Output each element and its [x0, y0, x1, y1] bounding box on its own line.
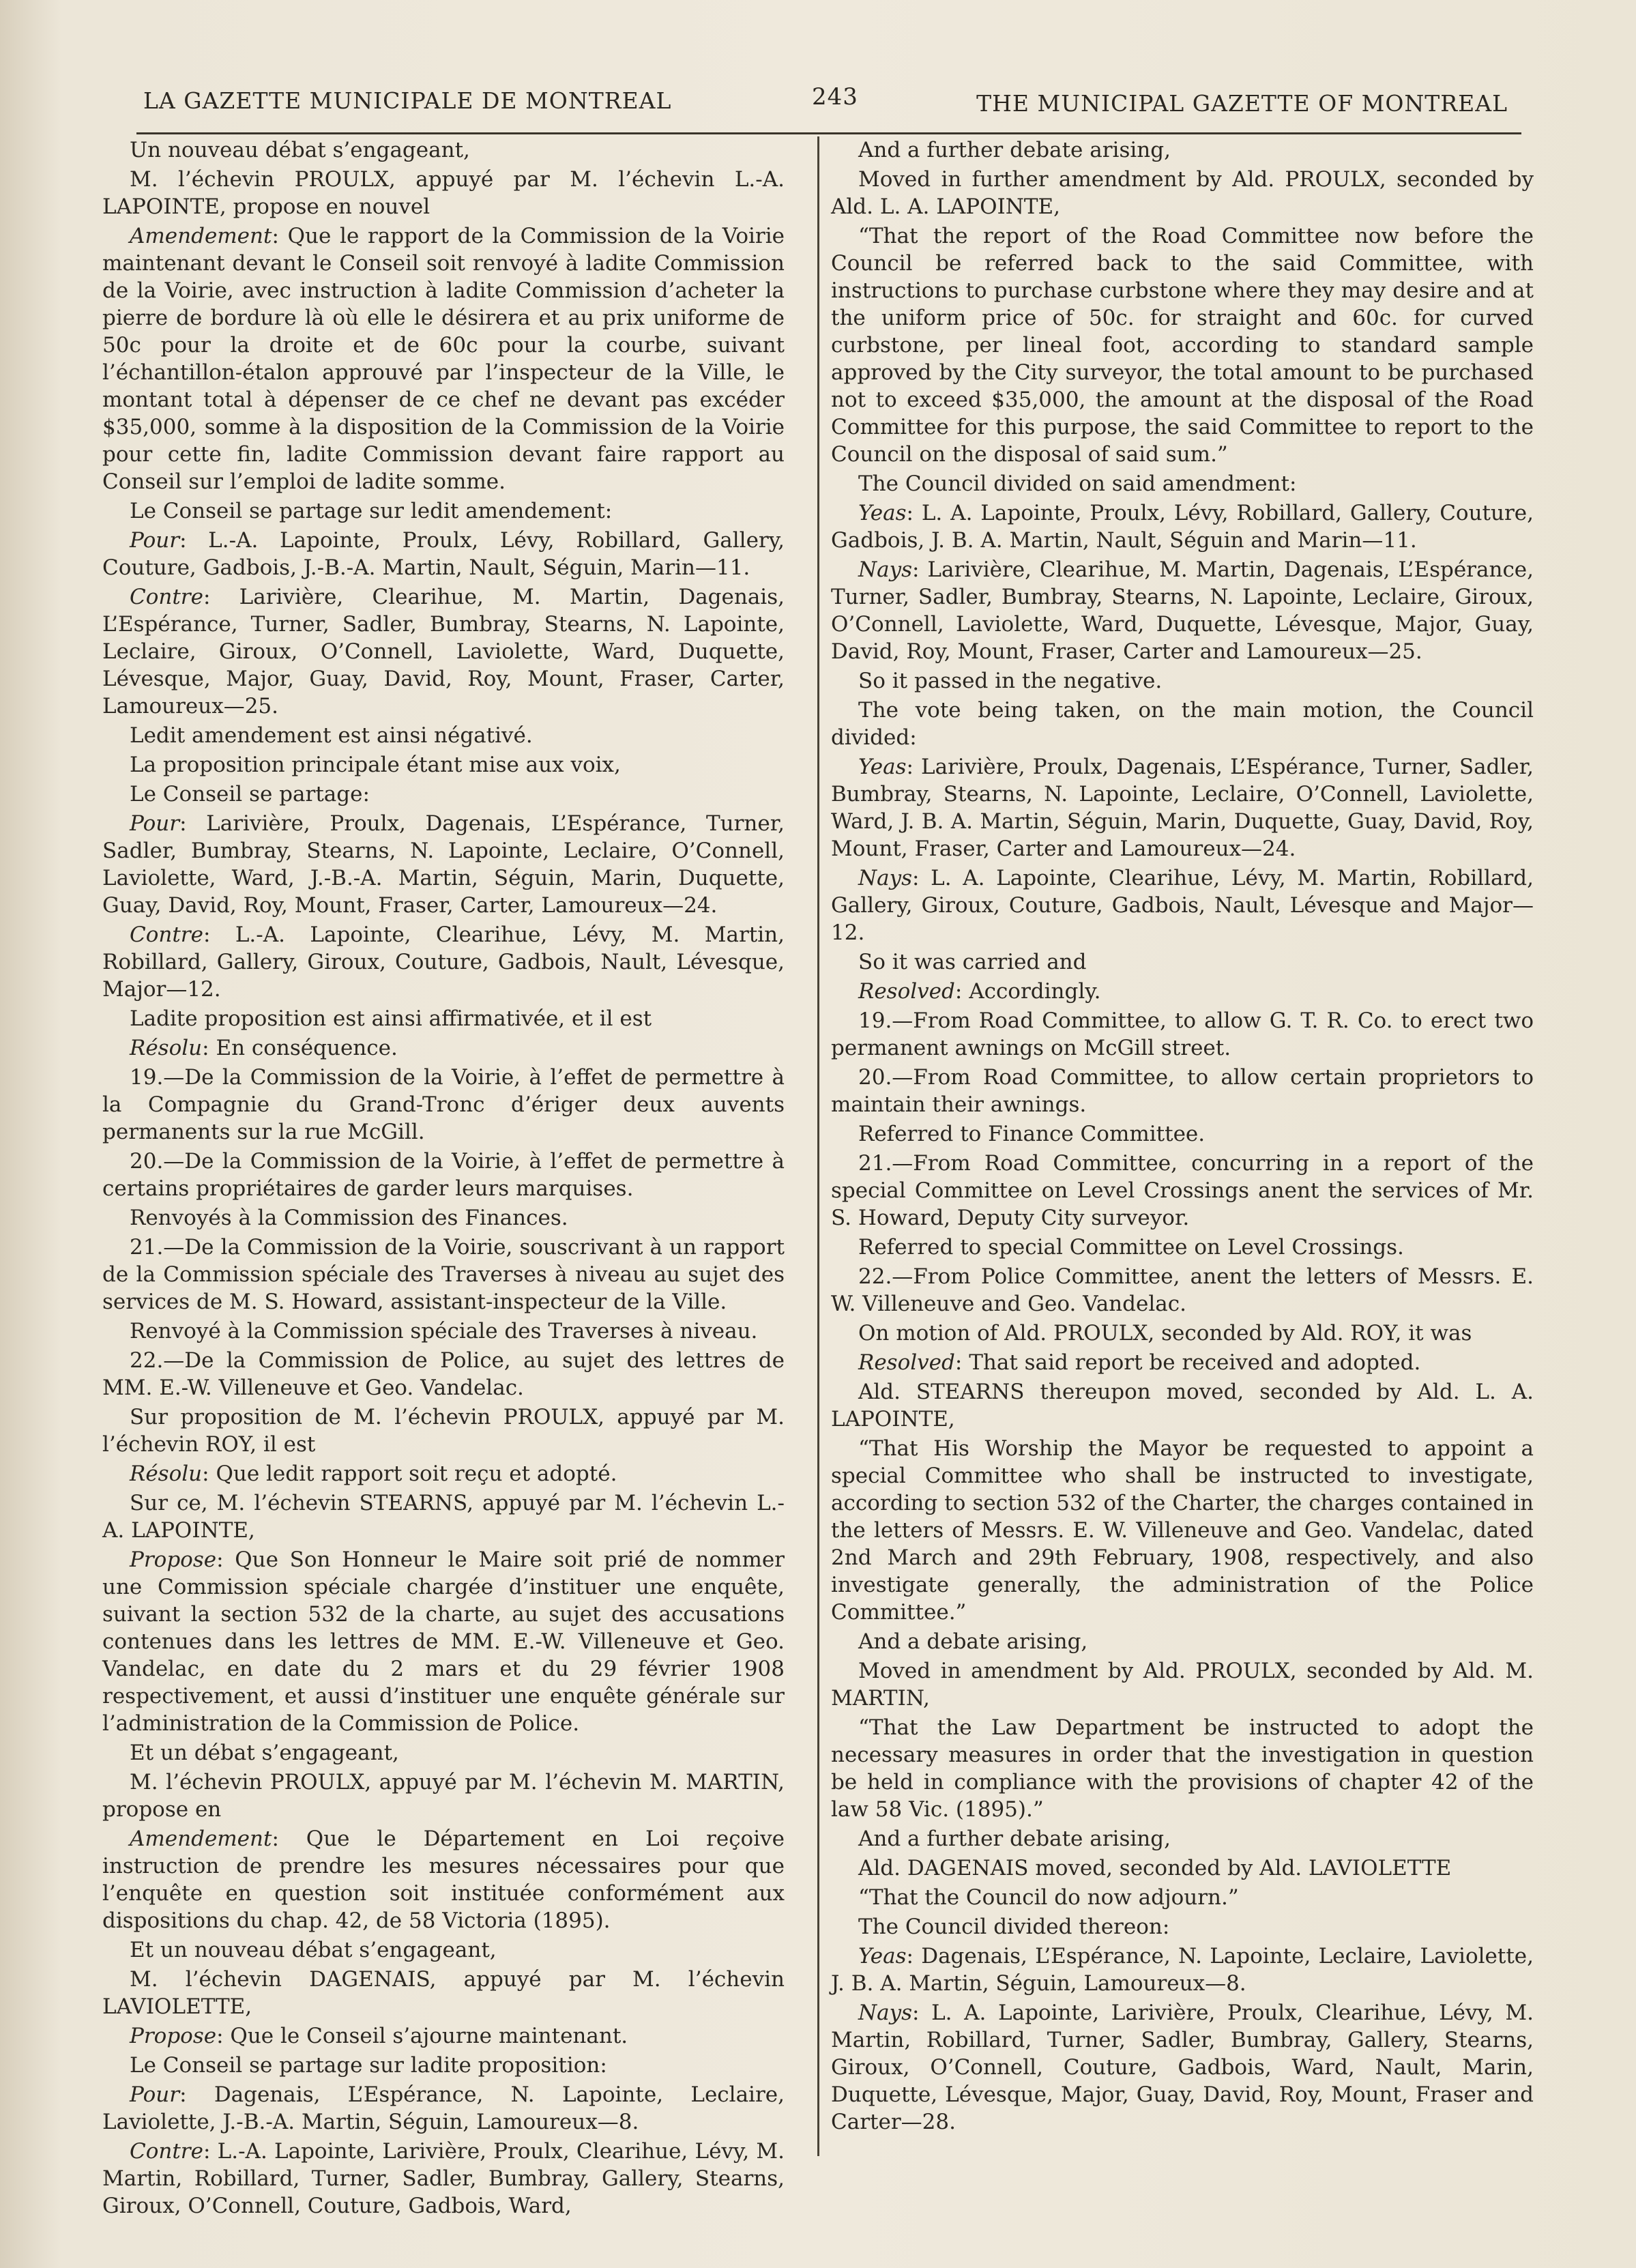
paragraph-text: Un nouveau débat s’engageant,: [130, 138, 470, 162]
paragraph-text: : Que le rapport de la Commission de la Voirie maintenant devant le Conseil soit renvoyé à ladite Commission de la Voirie, avec instruction à ladite Commission d’acheter la pierre de bordure là où elle le désirera et au prix uniforme de 50c pour la droite et de 60c pour la courbe, suivant l’échantillon-étalon approuvé par l’inspecteur de la Ville, le montant total à dépenser de ce chef ne devant pas excéder $35,000, somme à la disposition de la Commission de la Voirie pour cette fin, ladite Commission devant faire rapport au Conseil sur l’emploi de ladite somme.: [102, 224, 785, 494]
paragraph-lead: Yeas: [858, 1944, 907, 1968]
paragraph: [102, 751, 785, 779]
paragraph-text: 19.—From Road Committee, to allow G. T. R. Co. to erect two permanent awnings on McGill street.: [831, 1008, 1534, 1060]
paragraph-text: : That said report be received and adopted.: [954, 1350, 1421, 1375]
paragraph-text: And a further debate arising,: [858, 1827, 1171, 1851]
paragraph-text: : Que le Conseil s’ajourne maintenant.: [216, 2024, 628, 2048]
paragraph-text: Ald. DAGENAIS moved, seconded by Ald. LAVIOLETTE: [858, 1856, 1452, 1880]
paragraph-lead: Résolu: [130, 1036, 203, 1060]
header-english-title: THE MUNICIPAL GAZETTE OF MONTREAL: [976, 90, 1508, 117]
paragraph: [831, 1825, 1534, 1852]
paragraph-text: Moved in amendment by Ald. PROULX, seconded by Ald. M. MARTIN,: [831, 1659, 1534, 1711]
paragraph-lead: Contre: [130, 585, 203, 609]
paragraph: [831, 1150, 1534, 1232]
paragraph-text: Et un débat s’engageant,: [130, 1741, 399, 1765]
paragraph: [831, 1263, 1534, 1318]
paragraph-text: : Larivière, Clearihue, M. Martin, Dagenais, L’Espérance, Turner, Sadler, Bumbray, Stearns, N. Lapointe, Leclaire, Giroux, O’Connell, Laviolette, Ward, Duquette, Lévesque, Major, Guay, David, Roy, Mount, Fraser, Carter and Lamoureux—25.: [831, 557, 1534, 664]
paragraph: [102, 1966, 785, 2020]
paragraph: [831, 1657, 1534, 1712]
paragraph-text: : Accordingly.: [954, 979, 1101, 1004]
paragraph: [831, 1378, 1534, 1433]
paragraph-text: The vote being taken, on the main motion, the Council divided:: [831, 698, 1534, 750]
paragraph: [831, 1007, 1534, 1062]
paragraph-text: : En conséquence.: [202, 1036, 398, 1060]
paragraph: [102, 497, 785, 525]
paragraph: [831, 697, 1534, 751]
paragraph: [102, 1005, 785, 1032]
paragraph-text: “That the Law Department be instructed to adopt the necessary measures in order that the investigation in question be held in compliance with the provisions of chapter 42 of the law 58 Vic. (1895).”: [831, 1715, 1534, 1822]
column-divider: [817, 136, 819, 2156]
paragraph-lead: Nays: [858, 557, 913, 582]
paragraph: [831, 948, 1534, 976]
paragraph: [831, 470, 1534, 497]
paragraph: [102, 781, 785, 808]
paragraph: [102, 2138, 785, 2220]
paragraph: [102, 1347, 785, 1401]
paragraph-text: : L. A. Lapointe, Clearihue, Lévy, M. Martin, Robillard, Gallery, Giroux, Couture, Gadbois, Nault, Lévesque and Major—12.: [831, 866, 1534, 945]
paragraph-lead: Pour: [130, 2082, 180, 2107]
paragraph: [831, 1913, 1534, 1940]
paragraph: [831, 222, 1534, 468]
paragraph-text: : Dagenais, L’Espérance, N. Lapointe, Leclaire, Laviolette, J. B. A. Martin, Séguin, Lamoureux—8.: [831, 1944, 1534, 1996]
english-column: [831, 136, 1534, 2138]
paragraph: [831, 1884, 1534, 1911]
paragraph: [831, 1435, 1534, 1626]
paragraph-text: On motion of Ald. PROULX, seconded by Ald. ROY, it was: [858, 1321, 1472, 1346]
paragraph-text: Le Conseil se partage:: [130, 782, 370, 806]
paragraph: [102, 1546, 785, 1737]
paragraph: [831, 1855, 1534, 1882]
header-rule: [136, 132, 1521, 134]
paragraph: [831, 1320, 1534, 1347]
paragraph-lead: Nays: [858, 2001, 913, 2025]
paragraph: [102, 1460, 785, 1487]
paragraph-lead: Contre: [130, 2139, 203, 2164]
paragraph-text: Ladite proposition est ainsi affirmativée, et il est: [130, 1006, 652, 1031]
paragraph: [831, 1064, 1534, 1118]
paragraph-text: 22.—From Police Committee, anent the letters of Messrs. E. W. Villeneuve and Geo. Vandelac.: [831, 1264, 1534, 1316]
page-number: 243: [812, 83, 858, 111]
paragraph-text: 22.—De la Commission de Police, au sujet des lettres de MM. E.-W. Villeneuve et Geo. Vandelac.: [102, 1348, 785, 1400]
paragraph-text: 21.—From Road Committee, concurring in a report of the special Committee on Level Crossings anent the services of Mr. S. Howard, Deputy City surveyor.: [831, 1151, 1534, 1230]
paragraph-text: : L.-A. Lapointe, Proulx, Lévy, Robillard, Gallery, Couture, Gadbois, J.-B.-A. Martin, Nault, Séguin, Marin—11.: [102, 528, 785, 580]
paragraph-text: : Larivière, Clearihue, M. Martin, Dagenais, L’Espérance, Turner, Sadler, Bumbray, Stearns, N. Lapointe, Leclaire, Giroux, O’Connell, Laviolette, Ward, Duquette, Lévesque, Major, Guay, David, Roy, Mount, Fraser, Carter, Lamoureux—25.: [102, 585, 785, 718]
paragraph-text: Renvoyés à la Commission des Finances.: [130, 1206, 568, 1230]
paragraph-text: Et un nouveau débat s’engageant,: [130, 1938, 497, 1962]
running-header: [143, 81, 1508, 121]
paragraph: [831, 1943, 1534, 1997]
french-column: [102, 136, 785, 2222]
paragraph-text: “That His Worship the Mayor be requested to appoint a special Committee who shall be instructed to investigate, according to section 532 of the Charter, the charges contained in the letters of Messrs. E. W. Villeneuve and Geo. Vandelac, dated 2nd March and 29th February, 1908, respectively, and also investigate generally, the administration of the Police Committee.”: [831, 1436, 1534, 1625]
paragraph: [831, 166, 1534, 220]
paragraph-text: M. l’échevin PROULX, appuyé par M. l’échevin M. MARTIN, propose en: [102, 1770, 785, 1822]
paragraph-lead: Amendement: [130, 1827, 272, 1851]
paragraph-lead: Contre: [130, 922, 203, 947]
paragraph: [831, 1234, 1534, 1261]
paragraph: [102, 1825, 785, 1934]
paragraph-text: 20.—From Road Committee, to allow certain proprietors to maintain their awnings.: [831, 1065, 1534, 1117]
paragraph: [102, 1769, 785, 1823]
paragraph: [831, 753, 1534, 862]
paragraph-text: : Dagenais, L’Espérance, N. Lapointe, Leclaire, Laviolette, J.-B.-A. Martin, Séguin, Lamoureux—8.: [102, 2082, 785, 2134]
paragraph-text: Renvoyé à la Commission spéciale des Traverses à niveau.: [130, 1319, 758, 1343]
paragraph-text: Ledit amendement est ainsi négativé.: [130, 723, 533, 748]
paragraph: [102, 1936, 785, 1964]
paragraph-text: Sur ce, M. l’échevin STEARNS, appuyé par M. l’échevin L.-A. LAPOINTE,: [102, 1491, 785, 1543]
paragraph: [102, 527, 785, 581]
paragraph-text: “That the Council do now adjourn.”: [858, 1885, 1239, 1910]
paragraph: [831, 1120, 1534, 1148]
header-french-title: LA GAZETTE MUNICIPALE DE MONTREAL: [143, 87, 672, 114]
paragraph-text: And a debate arising,: [858, 1629, 1088, 1654]
paragraph-text: And a further debate arising,: [858, 138, 1171, 162]
paragraph: [102, 1739, 785, 1767]
paragraph-text: : Que Son Honneur le Maire soit prié de nommer une Commission spéciale chargée d’instituer une enquête, suivant la section 532 de la charte, au sujet des accusations contenues dans les lettres de MM. E.-W. Villeneuve et Geo. Vandelac, en date du 2 mars et du 29 février 1908 respectivement, et aussi d’instituer une enquête générale sur l’administration de la Commission de Police.: [102, 1547, 785, 1736]
paragraph-text: : Larivière, Proulx, Dagenais, L’Espérance, Turner, Sadler, Bumbray, Stearns, N. Lapointe, Leclaire, O’Connell, Laviolette, Ward, J.-B.-A. Martin, Séguin, Marin, Duquette, Guay, David, Roy, Mount, Fraser, Carter, Lamoureux—24.: [102, 811, 785, 918]
paragraph-lead: Yeas: [858, 501, 907, 525]
paragraph: [102, 1148, 785, 1202]
paragraph: [102, 1234, 785, 1315]
paragraph-lead: Resolved: [858, 979, 955, 1004]
paragraph-text: Moved in further amendment by Ald. PROULX, seconded by Ald. L. A. LAPOINTE,: [831, 167, 1534, 219]
paragraph: [831, 556, 1534, 665]
paragraph-text: La proposition principale étant mise aux voix,: [130, 753, 621, 777]
paragraph-text: : L. A. Lapointe, Proulx, Lévy, Robillard, Gallery, Couture, Gadbois, J. B. A. Martin, Nault, Séguin and Marin—11.: [831, 501, 1534, 553]
paragraph: [102, 1034, 785, 1062]
paragraph-text: : Que le Département en Loi reçoive instruction de prendre les mesures nécessaires pour que l’enquête en question soit instituée conformément aux dispositions du chap. 42, de 58 Victoria (1895).: [102, 1827, 785, 1933]
paragraph: [831, 1628, 1534, 1655]
paragraph: [102, 222, 785, 495]
paragraph-text: : L.-A. Lapointe, Clearihue, Lévy, M. Martin, Robillard, Gallery, Giroux, Couture, Gadbois, Nault, Lévesque, Major—12.: [102, 922, 785, 1002]
paragraph: [102, 1064, 785, 1146]
paragraph: [831, 978, 1534, 1005]
paragraph-text: Referred to special Committee on Level Crossings.: [858, 1235, 1404, 1260]
paragraph: [831, 136, 1534, 164]
paragraph: [102, 583, 785, 720]
paragraph-text: Ald. STEARNS thereupon moved, seconded by Ald. L. A. LAPOINTE,: [831, 1380, 1534, 1431]
paragraph-lead: Pour: [130, 528, 180, 553]
paragraph-text: M. l’échevin PROULX, appuyé par M. l’échevin L.-A. LAPOINTE, propose en nouvel: [102, 167, 785, 219]
paragraph-text: 20.—De la Commission de la Voirie, à l’effet de permettre à certains propriétaires de garder leurs marquises.: [102, 1149, 785, 1201]
paragraph: [102, 136, 785, 164]
paragraph-lead: Nays: [858, 866, 913, 890]
paragraph: [102, 1318, 785, 1345]
paragraph-text: : L. A. Lapointe, Larivière, Proulx, Clearihue, Lévy, M. Martin, Robillard, Turner, Sadler, Bumbray, Gallery, Stearns, Giroux, O’Connell, Couture, Gadbois, Ward, Nault, Marin, Duquette, Lévesque, Major, Guay, David, Roy, Mount, Fraser and Carter—28.: [831, 2001, 1534, 2134]
paragraph: [831, 1349, 1534, 1376]
paragraph-lead: Propose: [130, 2024, 217, 2048]
paragraph-text: Le Conseil se partage sur ledit amendement:: [130, 499, 613, 523]
paragraph-text: Sur proposition de M. l’échevin PROULX, appuyé par M. l’échevin ROY, il est: [102, 1405, 785, 1457]
paragraph: [102, 722, 785, 749]
paragraph-lead: Amendement: [130, 224, 272, 248]
paragraph: [102, 1204, 785, 1232]
paragraph: [102, 2022, 785, 2050]
paragraph: [102, 1489, 785, 1544]
paragraph-text: So it was carried and: [858, 950, 1087, 974]
paragraph: [831, 499, 1534, 554]
paragraph-text: Referred to Finance Committee.: [858, 1122, 1206, 1146]
paragraph-text: : L.-A. Lapointe, Larivière, Proulx, Clearihue, Lévy, M. Martin, Robillard, Turner, Sadler, Bumbray, Gallery, Stearns, Giroux, O’Connell, Couture, Gadbois, Ward,: [102, 2139, 785, 2218]
paragraph-lead: Resolved: [858, 1350, 955, 1375]
paragraph-lead: Yeas: [858, 755, 907, 779]
paragraph-text: 19.—De la Commission de la Voirie, à l’effet de permettre à la Compagnie du Grand-Tronc d’ériger deux auvents permanents sur la rue McGill.: [102, 1065, 785, 1144]
paragraph-text: M. l’échevin DAGENAIS, appuyé par M. l’échevin LAVIOLETTE,: [102, 1967, 785, 2019]
paragraph: [831, 667, 1534, 695]
paragraph: [102, 1404, 785, 1458]
paragraph-text: : Larivière, Proulx, Dagenais, L’Espérance, Turner, Sadler, Bumbray, Stearns, N. Lapointe, Leclaire, O’Connell, Laviolette, Ward, J. B. A. Martin, Séguin, Marin, Duquette, Guay, David, Roy, Mount, Fraser, Carter and Lamoureux—24.: [831, 755, 1534, 861]
paragraph: [102, 921, 785, 1003]
paragraph: [831, 864, 1534, 946]
paragraph-text: Le Conseil se partage sur ladite proposition:: [130, 2053, 607, 2078]
paragraph: [831, 1714, 1534, 1823]
paragraph: [102, 810, 785, 919]
paragraph-text: The Council divided on said amendment:: [858, 471, 1297, 496]
paragraph-text: : Que ledit rapport soit reçu et adopté.: [202, 1462, 617, 1486]
paragraph-lead: Pour: [130, 811, 180, 836]
paragraph-text: “That the report of the Road Committee now before the Council be referred back to the said Committee, with instructions to purchase curbstone where they may desire and at the uniform price of 50c. for straight and 60c. for curved curbstone, per lineal foot, according to standard sample approved by the City surveyor, the total amount to be purchased not to exceed $35,000, the amount at the disposal of the Road Committee for this purpose, the said Committee to report to the Council on the disposal of said sum.”: [831, 224, 1534, 467]
paragraph-lead: Propose: [130, 1547, 217, 1572]
paragraph-lead: Résolu: [130, 1462, 203, 1486]
paragraph: [831, 1999, 1534, 2136]
paragraph-text: So it passed in the negative.: [858, 669, 1163, 693]
paragraph: [102, 2052, 785, 2079]
paragraph-text: The Council divided thereon:: [858, 1915, 1170, 1939]
paragraph: [102, 2081, 785, 2136]
paragraph: [102, 166, 785, 220]
paragraph-text: 21.—De la Commission de la Voirie, souscrivant à un rapport de la Commission spéciale des Traverses à niveau au sujet des services de M. S. Howard, assistant-inspecteur de la Ville.: [102, 1235, 785, 1314]
